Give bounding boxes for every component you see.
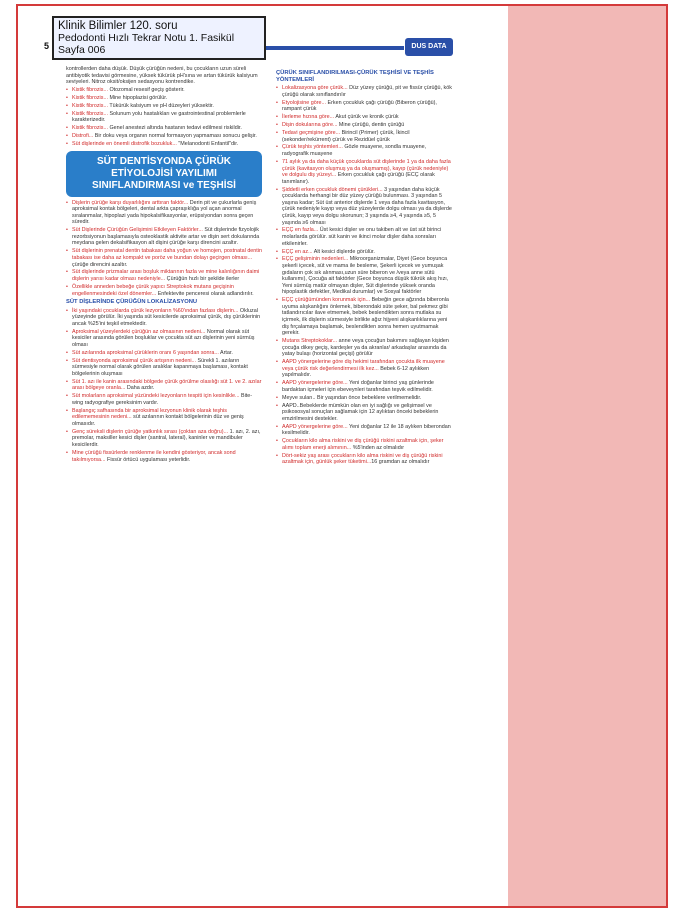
header-title: Klinik Bilimler 120. soru — [58, 20, 178, 32]
list-item: • Başlangıç safhasında bir aproksimal lezyonun klinik olarak teşhis edilememesinin nedeni... süt azılarının kontakt bölgelerinin düz ve geniş olmasıdır. — [66, 408, 262, 428]
list-item: • Dört-sekiz yaş arası çocukların kilo alma riskini ve diş çürüğü riskini azaltmak için, günlük şeker tüketimi...16 gramdan az olmalıdır — [276, 453, 454, 466]
list-item: • Kistik fibrozis... Genel anestezi altında hastanın tedavi edilmesi riskildir. — [66, 125, 262, 132]
list-item: • 71 aylık ya da daha küçük çocuklarda süt dişlerinde 1 ya da daha fazla çürük (kavitasyon oluşmuş ya da oluşmamış), kayıp (çürük nedeniyle) ve dolgulu diş yüzeyi... Erken çocukluk çağı çürüğü (ECÇ olarak tanımlanır). — [276, 159, 454, 185]
list-item: • Meyve suları.. Bir yaşından önce bebeklere verilmemelidir. — [276, 395, 454, 402]
list-item: • Lokalizasyona göre çürük... Düz yüzey çürüğü, pit ve fissür çürüğü, kök çürüğü olarak sınıflandırılır — [276, 85, 454, 98]
list-item: • Çocukların kilo alma riskini ve diş çürüğü riskini azaltmak için, şeker alımı toplam enerji alımının... %5'inden az olmalıdır — [276, 438, 454, 451]
list-item: • Kistik fibrozis... Tükürük kalsiyum ve pH düzeyleri yüksektir. — [66, 103, 262, 110]
list-item: • Süt molarların aproksimal yüzündeki lezyonların tespiti için kesinlikle... Bite-wing radyografiye gereksinim vardır. — [66, 393, 262, 406]
bullet-list-right — [276, 85, 454, 466]
bullet-list-top — [66, 87, 262, 148]
section-heading: SÜT DİŞLERİNDE ÇÜRÜĞÜN LOKALİZASYONU — [66, 299, 198, 306]
document-header — [52, 16, 266, 60]
bullet-list-middle — [66, 200, 262, 298]
section-banner: SÜT DENTİSYONDA ÇÜRÜK ETİYOLOJİSİ YAYILIMI SINIFLANDIRMASI ve TEŞHİSİ — [66, 151, 262, 197]
list-item: • Kistik fibrozis... Solunum yolu hastalıkları ve gastrointestinal problemlerle karakterizedir. — [66, 111, 262, 124]
list-item: • Dişin dokularına göre... Mine çürüğü, dentin çürüğü — [276, 122, 454, 129]
list-item: • EÇÇ çürüğümünden korunmak için... Bebeğin gece ağzında biberonla uyuma alışkanlığını önlemek, biberondaki süte şeker, bal pekmez gibi tatlandırıcılar ilave etmemek, bebek beslendikten sonra mutlaka su içirmek, ilk dişlerin sürmesiyle birlikte ağız hijyeni alışkanlıklarına yeni diş fırçalamaya başlamak, beslendikten sonra hemen uyutmamak gerekir. — [276, 297, 454, 337]
bullet-list-bottom — [66, 308, 262, 463]
list-item: • Aproksimal yüzeylerdeki çürüğün az olmasının nedeni... Normal olarak süt kesiciler arasında görülen boşluklar ve çocukta süt azı dişlerinin yeni sürmüş olması — [66, 329, 262, 349]
header-page-label: Sayfa 006 — [58, 44, 106, 56]
list-item: • Süt dişlerinde en önemli distrofik bozukluk... "Melanodonti Enfantil"dir. — [66, 141, 262, 148]
list-item: • Şiddetli erken çocukluk dönemi çürükleri... 3 yaşından daha küçük çocuklarda herhangi bir düz yüzey çürüğü bulunması. 3 yaşından 5 yaşına kadar; Süt üst anterior dişlerde 1 veya daha fazla kavitasyon, çürük nedeniyle kayıp veya düz yüzeylerde dolgu olması ya da dişlerde çürük, kayıp veya dolgu skorunun; 3 yaşında ≥4, 4 yaşında ≥5, 5 yaşında ≥6 olması — [276, 187, 454, 227]
page-number: 5 — [44, 41, 50, 51]
list-item: • AAPD yönergelerine göre... Yeni doğanlar birinci yaş günlerinde bardaktan içmeleri için ebeveynleri tarafından teşvik edilmelidir. — [276, 380, 454, 393]
right-heading: ÇÜRÜK SINIFLANDIRILMASI-ÇÜRÜK TEŞHİSİ VE TEŞHİS YÖNTEMLERİ — [276, 70, 434, 83]
list-item: • İki yaşındaki çocuklarda çürük lezyonların %60'ından fazlası dişlerin... Okluzal yüzeyinde görülür. İki yaşında süt kesicilerde aproksimal çürük, dış çürüklerinin ancak %25'ini teşkil etmektedir. — [66, 308, 262, 328]
list-item: • Kistik fibrozis... Mine hipoplazisi görülür. — [66, 95, 262, 102]
list-item: • AAPD yönergelerine göre diş hekimi tarafından çocukta ilk muayene veya çürük risk değerlendirmesi ilk kez... Bebek 6-12 aylıkken yapılmalıdır. — [276, 359, 454, 379]
list-item: • Süt Dişlerinde Çürüğün Gelişimini Etkileyen Faktörler... Süt dişlerinde fizyolojik rezorbsiyonun başlamasıyla osteoklastik aktivite artar ve dişin sert dokularında meydana gelen dekalsifikasyon alt dişini çürüğe karşı direncini azaltır. — [66, 227, 262, 247]
list-item: • AAPD yönergelerine göre... Yeni doğanlar 12 ile 18 aylıken biberondan kesilmelidir. — [276, 424, 454, 437]
right-column — [276, 68, 454, 467]
list-item: • Genç süreksli dişlerin çürüğe yatkınlık sırası (çoktan aza doğru)... 1. azı, 2. azı, premolar, maksiller kesici dişler (santral, lateral), kaninler ve mandibuler kesicilerdir. — [66, 429, 262, 449]
list-item: • Süt dişlerinin prenatal dentin tabakası daha yoğun ve homojen, postnatal dentin tabakası ise daha az kompakt ve poröz ve bundan dolayı geçirgen olması... çürüğe direncini azaltır. — [66, 248, 262, 268]
header-subtitle: Pedodonti Hızlı Tekrar Notu 1. Fasikül — [58, 32, 235, 44]
list-item: • Etyolojisine göre... Erken çocukluk çağı çürüğü (Biberon çürüğü), rampant çürük — [276, 100, 454, 113]
list-item: • Süt azılarında aproksimal çürüklerin oranı 6 yaşından sonra... Artar. — [66, 350, 262, 357]
list-item: • Mine çürüğü fissürlerde renklenme ile kendini gösteriyor, ancak sond takılmıyorsa... Fissür örtücü uygulaması yeterlidir. — [66, 450, 262, 463]
logo: DUS DATA — [405, 38, 453, 56]
list-item: • EÇÇ en fazla... Üst kesici dişler ve onu takiben alt ve üst süt birinci molarlarda görülür. süt kanin ve ikinci molar dişler daha sonraları etkilenirler. — [276, 227, 454, 247]
list-item: • AAPD..Bebeklerde mümkün olan en iyi sağlığı ve gelişimsel ve psikososyal sonuçları sağlamak için 12 aylıktan önceki bebeklerin emzirilmesini destekler. — [276, 403, 454, 423]
list-item: • EÇÇ en az... Alt kesici dişlerde görülür. — [276, 249, 454, 256]
left-column — [66, 66, 262, 464]
list-item: • Çürük teşhis yöntemleri... Gözle muayene, sondla muayene, radyografik muayene — [276, 144, 454, 157]
title-rule — [266, 46, 404, 50]
list-item: • Kistik fibrozis... Otozomal resesif geçiş gösterir. — [66, 87, 262, 94]
list-item: • Süt dentisyonda aproksimal çürük artışının nedeni... Sürekli 1. azıların sürmesiyle normal olarak görülen aralıklar kapanmaya başlaması, kontakt bölgelerinin oluşması — [66, 358, 262, 378]
list-item: • Süt dişlerinde prizmalar arası boşluk miktarının fazla ve mine kalınlığının daimi dişlerin yarısı kadar olması nedeniyle... Çürüğün hızlı bir şekilde ilerler — [66, 269, 262, 282]
list-item: • Özellikle anneden bebeğe çürük yapıcı Streptokok mutans geçişinin engellenmesindeki özel dönemler... Enfektevite penceresi olarak adlandırılır. — [66, 284, 262, 297]
list-item: • Mutans Streptokoklar... anne veya çocuğun bakımını sağlayan kişiden çocuğa dikey geçiş, kardeşler ya da akranlar/ arkadaşlar arasında da yatay bulaşı (horizontal geçişi) görülür — [276, 338, 454, 358]
side-margin — [508, 6, 668, 906]
intro-paragraph: kontrollerden daha düşük. Düşük çürüğün nedeni, bu çocukların uzun süreli antibiyotik tedavisi görmesine, yüksek tükürük pH'sına ve artan tükürük kalsiyum seviyeleri. Nitroz oksit/oksijen sedasyonu kontrendike. — [66, 66, 258, 86]
list-item: • Dişlerin çürüğe karşı duyarlılığını arttıran faktör... Derin pit ve çukurlarla geniş aproksimal kontak bölgeleri, dental arkta çapraşıklığa yol açan anormal sıralanmalar, hipoplazi yada hipokalsifikasyonlar, erüpsiyondan sonra geçen süredir. — [66, 200, 262, 226]
list-item: • İlerleme hızına göre... Akut çürük ve kronik çürük — [276, 114, 454, 121]
list-item: • Süt 1. azı ile kanin arasındaki bölgede çürük görülme olasılığı süt 1. ve 2. azılar arası bölgeye oranla... Daha azdır. — [66, 379, 262, 392]
list-item: • EÇÇ gelişiminin nedenleri... Mikroorganizmalar, Diyet (Gece boyunca şekerli içecek, süt ve mama ile besleme, Şekerli içecek ve yumuşak gıdaların çok sık alınması,uzun süre biberon ve /veya anne sütü kullanımı), Çocuğa ait faktörler (Gece boyunca düşük tükrük akış hızı, Yeni sürmüş matür olmayan dişler, Süt dişlerinde yüksek oranda hipoplastik defektler, Medikal durumlar) ve Sosyal faktörler — [276, 256, 454, 296]
list-item: • Tedavi geçmişine göre... Birincil (Primer) çürük, İkincil (sekonder/rekürrent) çürük ve Rezidüel çürük — [276, 130, 454, 143]
list-item: • Distrofi... Bir doku veya organın normal formasyon yapmaması sonucu gelişir. — [66, 133, 262, 140]
